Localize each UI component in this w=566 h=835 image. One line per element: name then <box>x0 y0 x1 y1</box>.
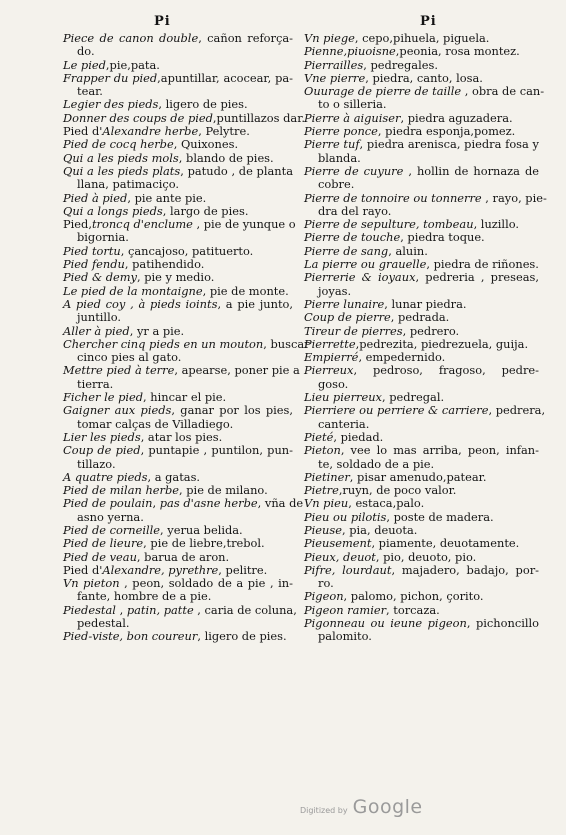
dictionary-line <box>63 72 293 85</box>
headword-text: Pietiner <box>304 469 350 484</box>
definition-text: , peon, soldado de a pie , in- <box>119 576 293 591</box>
headword-text: Ouurage de pierre de taille <box>304 84 462 99</box>
headword-text: Lier les pieds <box>63 429 141 444</box>
definition-text: , pedregal. <box>381 390 445 405</box>
definition-text: do. <box>77 44 95 59</box>
dictionary-line <box>304 59 539 72</box>
definition-text: , luzillo. <box>473 217 519 232</box>
definition-text: , pelitre. <box>218 562 268 577</box>
dictionary-line <box>304 418 539 431</box>
headword-text: Coup de pierre <box>304 310 391 325</box>
definition-text: blanda. <box>318 150 361 165</box>
definition-text: , <box>152 496 160 511</box>
dictionary-line <box>304 84 545 99</box>
definition-text: , ligero de pies. <box>197 629 287 644</box>
dictionary-line <box>63 325 293 338</box>
dictionary-line <box>304 378 539 391</box>
dictionary-line <box>63 271 293 284</box>
dictionary-line <box>63 98 293 111</box>
definition-text: , rayo, pie- <box>481 190 547 205</box>
definition-text: , pedroso, fragoso, pedre- <box>353 363 539 378</box>
headword-text: Pied & demy <box>63 270 137 285</box>
definition-text: tear. <box>77 84 103 99</box>
dictionary-line <box>63 537 293 550</box>
headword-text: Alexandre, pyrethre <box>102 562 219 577</box>
definition-text: , piedra de riñones. <box>426 257 539 272</box>
dictionary-line <box>63 125 293 138</box>
dictionary-line <box>304 630 539 643</box>
dictionary-line <box>304 351 539 364</box>
dictionary-line <box>304 471 539 484</box>
definition-text: , patudo , de planta <box>180 163 293 178</box>
headword-text: Pied tortu <box>63 243 121 258</box>
dictionary-line <box>304 271 539 284</box>
definition-text: pedestal. <box>77 616 130 631</box>
dictionary-line <box>63 165 293 178</box>
dictionary-line <box>304 178 539 191</box>
headword-text: Pied de poulain <box>63 496 153 511</box>
definition-text: dra del rayo. <box>318 203 392 218</box>
definition-text: tillazo. <box>77 456 116 471</box>
headword-text: Pigeon <box>304 589 344 604</box>
headword-text: A quatre pieds <box>63 469 148 484</box>
headword-text: Le pied de la montaigne <box>63 283 203 298</box>
headword-text: La pierre ou grauelle <box>304 257 427 272</box>
definition-text: , patihendido. <box>124 257 205 272</box>
dictionary-line <box>304 72 539 85</box>
dictionary-line <box>304 112 539 125</box>
definition-text: ro. <box>318 576 334 591</box>
dictionary-line <box>304 138 539 151</box>
dictionary-line <box>304 152 539 165</box>
definition-text: bigornia. <box>77 230 129 245</box>
definition-text: , a pie junto, <box>217 296 294 311</box>
dictionary-line <box>63 471 293 484</box>
definition-text: , a gatas. <box>147 469 201 484</box>
dictionary-line <box>63 551 293 564</box>
dictionary-line <box>63 458 293 471</box>
headword-text: Qui a longs pieds <box>63 203 163 218</box>
definition-text: , pio, deuoto, pio. <box>375 549 477 564</box>
headword-text: Pigeon ramier <box>304 602 387 617</box>
headword-text: Pieu ou pilotis <box>304 509 387 524</box>
definition-text: , pie de liebre,trebol. <box>143 536 265 551</box>
definition-text: , buscar <box>263 336 310 351</box>
definition-text: Pied d' <box>63 562 103 577</box>
headword-text: Ficher le pied <box>63 390 144 405</box>
definition-text: Pied, <box>63 217 92 232</box>
definition-text: , empedernido. <box>358 350 446 365</box>
dictionary-line <box>63 630 293 643</box>
definition-text: fante, hombre de a pie. <box>77 589 212 604</box>
definition-text: , atar los pies. <box>140 429 223 444</box>
headword-text: Pierre de sang <box>304 243 389 258</box>
headword-text: Lieu pierreux <box>304 390 382 405</box>
definition-text: goso. <box>318 376 349 391</box>
headword-text: Pierre de cuyure <box>304 163 404 178</box>
definition-text: , apearse, poner pie a <box>174 363 300 378</box>
definition-text: , piedra aguzadera. <box>400 110 513 125</box>
dictionary-line <box>304 338 539 351</box>
definition-text: , çancajoso, patituerto. <box>120 243 254 258</box>
definition-text: , largo de pies. <box>162 203 249 218</box>
headword-text: Pierre tuf <box>304 137 360 152</box>
headword-text: Alexandre herbe <box>102 124 199 139</box>
headword-text: Pierrerie & ioyaux <box>304 270 416 285</box>
dictionary-line <box>63 363 300 378</box>
definition-text: , pedrera, <box>488 403 546 418</box>
dictionary-line <box>63 404 293 417</box>
dictionary-line <box>304 564 539 577</box>
definition-text: , pie ante pie. <box>127 190 207 205</box>
headword-text: Piedestal <box>63 602 116 617</box>
headword-text: Donner des coups de pied <box>63 110 213 125</box>
definition-text: , vña de <box>257 496 304 511</box>
definition-text: , Pelytre. <box>198 124 250 139</box>
headword-text: Qui a les pieds mols <box>63 150 179 165</box>
headword-text: A pied coy , à pieds ioints <box>63 296 218 311</box>
dictionary-line <box>304 165 539 178</box>
dictionary-line <box>63 45 293 58</box>
dictionary-line <box>63 152 293 165</box>
dictionary-line <box>304 590 539 603</box>
definition-text: , cepo,pihuela, piguela. <box>354 31 490 45</box>
headword-text: Pied à pied <box>63 190 128 205</box>
dictionary-line <box>304 190 547 205</box>
dictionary-line <box>304 577 539 590</box>
dictionary-line <box>304 98 539 111</box>
dictionary-line <box>63 298 293 311</box>
definition-text: ,apuntillar, acocear, pa- <box>157 70 293 85</box>
headword-text: Gaigner aux pieds <box>63 403 172 418</box>
definition-text: , puntapie , puntilon, pun- <box>140 443 293 458</box>
dictionary-line <box>63 391 293 404</box>
headword-text: Le pied <box>63 57 106 72</box>
definition-text: palomito. <box>318 629 372 644</box>
definition-text: ,pie,pata. <box>105 57 160 72</box>
definition-text: , hollin de hornaza de <box>403 163 539 178</box>
dictionary-line <box>304 258 539 271</box>
dictionary-line <box>63 217 296 232</box>
definition-text: llana, patimaciço. <box>77 177 180 192</box>
definition-text: , torcaza. <box>386 602 440 617</box>
dictionary-line <box>63 336 310 351</box>
running-header-right: Pi <box>420 14 437 29</box>
definition-text: , piedad. <box>333 429 384 444</box>
definition-text: tierra. <box>77 376 114 391</box>
dictionary-line <box>63 590 293 603</box>
headword-text: Vne pierre <box>304 70 366 85</box>
dictionary-line <box>63 138 293 151</box>
dictionary-line <box>63 205 293 218</box>
definition-text: , vee lo mas arriba, peon, infan- <box>340 443 539 458</box>
dictionary-line <box>304 431 539 444</box>
definition-text: , estaca,palo. <box>348 496 425 511</box>
right-column <box>304 31 547 644</box>
headword-text: Pierre à aiguiser <box>304 110 401 125</box>
definition-text: , pedrero. <box>402 323 460 338</box>
dictionary-line <box>304 484 539 497</box>
dictionary-line <box>304 45 539 58</box>
headword-text: Pieusement <box>304 536 372 551</box>
dictionary-line <box>63 258 293 271</box>
definition-text: ,puntillazos dar. <box>212 110 306 125</box>
dictionary-line <box>63 231 293 244</box>
dictionary-line <box>304 218 539 231</box>
dictionary-line <box>63 378 293 391</box>
dictionary-line <box>63 602 297 617</box>
headword-text: Empierré <box>304 350 359 365</box>
headword-text: Vn piege <box>304 31 355 45</box>
headword-text: Pieux, deuot <box>304 549 376 564</box>
dictionary-line <box>304 125 539 138</box>
dictionary-line <box>304 524 539 537</box>
definition-text: , aluin. <box>388 243 428 258</box>
headword-text: Mettre pied à terre <box>63 363 175 378</box>
headword-text: Pierriere ou perriere & carriere <box>304 403 489 418</box>
headword-text: Pied de corneille <box>63 522 161 537</box>
headword-text: Pied de veau <box>63 549 137 564</box>
headword-text: Pierreux <box>304 363 354 378</box>
definition-text: , pedrada. <box>390 310 450 325</box>
dictionary-line <box>63 496 304 511</box>
dictionary-line <box>304 458 539 471</box>
definition-text: asno yerna. <box>77 509 144 524</box>
dictionary-line <box>63 577 293 590</box>
headword-text: Pietre <box>304 483 339 498</box>
running-header-left: Pi <box>154 14 171 29</box>
dictionary-line <box>304 325 539 338</box>
headword-text: Chercher cinq pieds en un mouton <box>63 336 264 351</box>
headword-text: Pierre de tonnoire ou tonnerre <box>304 190 482 205</box>
definition-text: , <box>115 602 127 617</box>
headword-text: Vn pieu <box>304 496 349 511</box>
dictionary-line <box>63 484 293 497</box>
definition-text: , obra de can- <box>461 84 545 99</box>
definition-text: , ligero de pies. <box>158 97 248 112</box>
headword-text: Pifre, lourdaut <box>304 562 392 577</box>
dictionary-line <box>63 418 293 431</box>
headword-text: patin, patte <box>126 602 194 617</box>
headword-text: Pigonneau ou ieune pigeon <box>304 616 467 631</box>
definition-text: , cañon reforça- <box>198 31 293 45</box>
headword-text: Legier des pieds <box>63 97 159 112</box>
definition-text: , pie de milano. <box>179 483 268 498</box>
definition-text: , poste de madera. <box>386 509 494 524</box>
definition-text: , piedra esponja,pomez. <box>377 124 516 139</box>
definition-text: Pied d' <box>63 124 103 139</box>
dictionary-line <box>304 604 539 617</box>
dictionary-line <box>63 431 293 444</box>
definition-text: te, soldado de a pie. <box>318 456 435 471</box>
definition-text: , ganar por los pies, <box>171 403 294 418</box>
dictionary-line <box>63 351 293 364</box>
definition-text: juntillo. <box>77 310 121 325</box>
headword-text: Pierrette <box>304 336 356 351</box>
dictionary-line <box>63 444 293 457</box>
dictionary-line <box>304 245 539 258</box>
definition-text: , pia, deuota. <box>341 522 418 537</box>
dictionary-line <box>63 245 293 258</box>
dictionary-line <box>304 391 539 404</box>
definition-text: , lunar piedra. <box>384 296 467 311</box>
definition-text: , yr a pie. <box>129 323 185 338</box>
dictionary-line <box>63 524 293 537</box>
dictionary-line <box>63 178 293 191</box>
definition-text: ,pedrezita, piedrezuela, guija. <box>355 336 529 351</box>
definition-text: , piedra, canto, losa. <box>365 70 483 85</box>
definition-text: , blando de pies. <box>178 150 274 165</box>
headword-text: Pied de cocq herbe <box>63 137 174 152</box>
digitized-by-text: Digitized by <box>300 806 348 815</box>
definition-text: ,peonia, rosa montez. <box>395 44 520 59</box>
dictionary-line <box>63 110 306 125</box>
dictionary-line <box>304 298 539 311</box>
definition-text: , palomo, pichon, çorito. <box>343 589 484 604</box>
dictionary-line <box>63 59 293 72</box>
definition-text: , pichoncillo <box>466 616 539 631</box>
definition-text: , piamente, deuotamente. <box>371 536 520 551</box>
dictionary-line <box>304 285 539 298</box>
dictionary-line <box>304 311 539 324</box>
definition-text: , barua de aron. <box>136 549 230 564</box>
headword-text: Piece de canon double <box>63 31 199 45</box>
definition-text: , pie de monte. <box>202 283 289 298</box>
definition-text: joyas. <box>318 283 352 298</box>
headword-text: Qui a les pieds plats <box>63 163 181 178</box>
definition-text: canteria. <box>318 416 370 431</box>
headword-text: Pierrailles <box>304 57 364 72</box>
definition-text: cinco pies al gato. <box>77 350 182 365</box>
dictionary-line <box>63 192 293 205</box>
headword-text: Pierre de touche <box>304 230 401 245</box>
definition-text: , hincar el pie. <box>143 390 227 405</box>
google-logo: Google <box>352 796 423 818</box>
definition-text: to o silleria. <box>318 97 387 112</box>
definition-text: cobre. <box>318 177 355 192</box>
left-column <box>63 31 310 644</box>
headword-text: Tireur de pierres <box>304 323 403 338</box>
dictionary-line <box>304 511 539 524</box>
definition-text: , Quixones. <box>173 137 239 152</box>
headword-text: Pierre ponce <box>304 124 378 139</box>
headword-text: Pieton <box>304 443 341 458</box>
dictionary-line <box>63 85 293 98</box>
dictionary-line <box>304 403 546 418</box>
definition-text: , pedreria , preseas, <box>415 270 539 285</box>
dictionary-line <box>304 444 539 457</box>
digitized-watermark <box>300 796 423 818</box>
headword-text: Pied de milan herbe <box>63 483 180 498</box>
headword-text: Pieté <box>304 429 334 444</box>
definition-text: , piedra arenisca, piedra fosa y <box>359 137 539 152</box>
headword-text: troncq d'enclume <box>91 217 193 232</box>
headword-text: Frapper du pied <box>63 70 158 85</box>
headword-text: Pierre lunaire <box>304 296 385 311</box>
definition-text: , majadero, badajo, por- <box>391 562 539 577</box>
headword-text: Coup de pied <box>63 443 141 458</box>
definition-text: , pie y medio. <box>137 270 215 285</box>
dictionary-line <box>63 564 293 577</box>
dictionary-line <box>304 617 539 630</box>
dictionary-line <box>304 497 539 510</box>
dictionary-line <box>304 32 539 45</box>
definition-text: , pisar amenudo,patear. <box>349 469 487 484</box>
headword-text: Pied fendu <box>63 257 125 272</box>
definition-text: ,ruyn, de poco valor. <box>338 483 457 498</box>
dictionary-line <box>304 231 539 244</box>
dictionary-line <box>63 617 293 630</box>
headword-text: Pied de lieure <box>63 536 144 551</box>
headword-text: Pied-viste, bon coureur <box>63 629 198 644</box>
definition-text: , pedregales. <box>363 57 438 72</box>
definition-text: , piedra toque. <box>400 230 485 245</box>
headword-text: Pieuse <box>304 522 342 537</box>
headword-text: Pienne,piuoisne <box>304 44 396 59</box>
dictionary-line <box>304 364 539 377</box>
dictionary-line <box>63 285 293 298</box>
dictionary-line <box>63 511 293 524</box>
definition-text: , pie de yunque o <box>192 217 296 232</box>
headword-text: pas d'asne herbe <box>159 496 258 511</box>
definition-text: , caria de coluna, <box>193 602 297 617</box>
dictionary-line <box>304 551 539 564</box>
definition-text: , yerua belida. <box>160 522 243 537</box>
definition-text: tomar calças de Villadiego. <box>77 416 234 431</box>
dictionary-line <box>63 311 293 324</box>
dictionary-line <box>63 32 293 45</box>
dictionary-line <box>304 537 539 550</box>
dictionary-line <box>304 205 539 218</box>
headword-text: Pierre de sepulture, tombeau <box>304 217 474 232</box>
headword-text: Vn pieton <box>63 576 120 591</box>
headword-text: Aller à pied <box>63 323 130 338</box>
